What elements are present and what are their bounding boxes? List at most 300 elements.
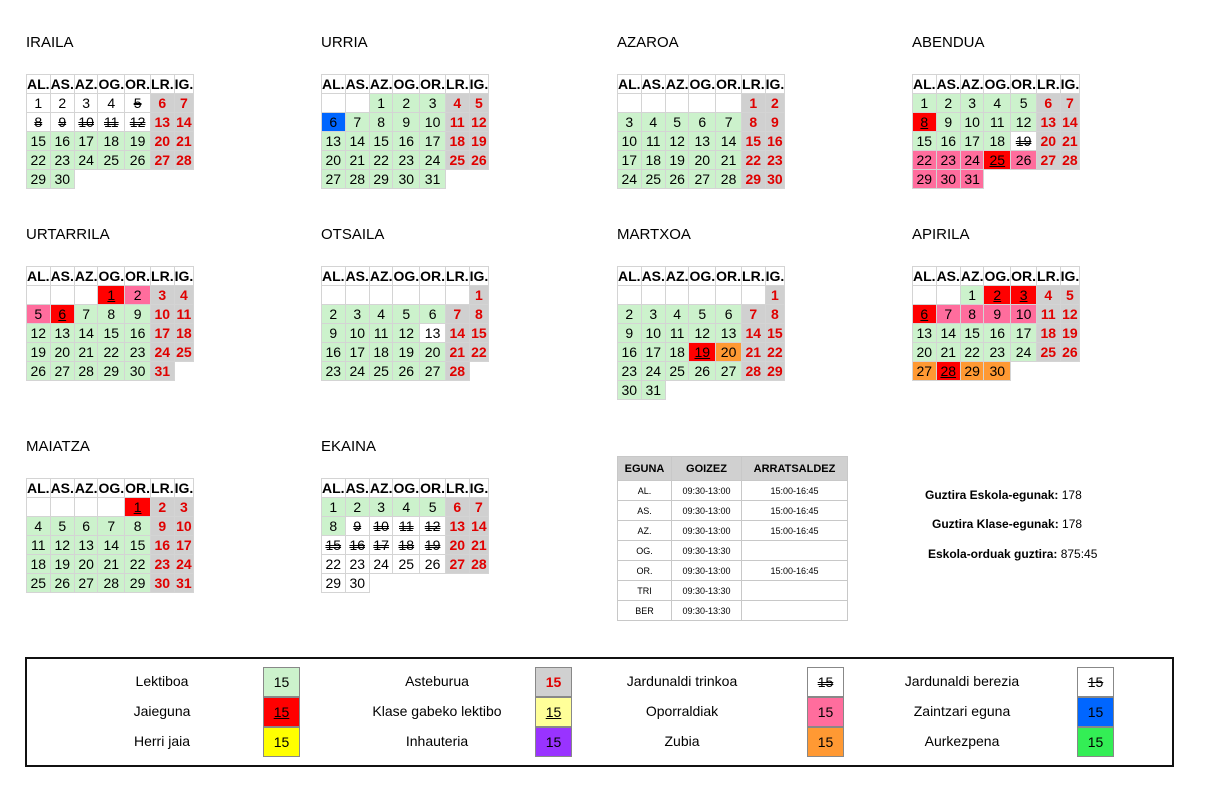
day-cell: 13	[420, 324, 446, 343]
day-cell: 11	[27, 536, 51, 555]
day-cell: 22	[742, 151, 766, 170]
day-cell: 11	[1037, 305, 1061, 324]
weekday-header: AS.	[641, 76, 665, 92]
day-cell: 1	[742, 94, 766, 113]
empty-cell	[98, 170, 125, 189]
day-cell: 29	[913, 170, 937, 189]
day-cell: 3	[369, 498, 393, 517]
day-cell: 26	[420, 555, 446, 574]
day-cell: 28	[74, 362, 98, 381]
day-cell: 2	[50, 94, 74, 113]
calendar-grid	[912, 266, 1080, 381]
schedule-cell: TRI	[618, 581, 672, 601]
day-cell: 12	[420, 517, 446, 536]
day-cell: 13	[689, 132, 716, 151]
weekday-header: LR.	[151, 480, 174, 496]
day-cell: 3	[151, 286, 175, 305]
day-cell: 21	[469, 536, 489, 555]
day-cell: 16	[50, 132, 74, 151]
day-cell: 7	[936, 305, 960, 324]
day-cell: 1	[98, 286, 125, 305]
day-cell: 6	[50, 305, 74, 324]
day-cell: 2	[765, 94, 785, 113]
day-cell: 14	[74, 324, 98, 343]
day-cell: 22	[765, 343, 785, 362]
day-cell: 3	[1011, 286, 1037, 305]
empty-cell	[1060, 170, 1080, 189]
day-cell	[716, 286, 742, 305]
day-cell: 7	[446, 305, 470, 324]
month-title: AZAROA	[617, 34, 679, 51]
weekday-header: OR.	[125, 480, 151, 496]
day-cell: 21	[174, 132, 194, 151]
day-cell: 28	[174, 151, 194, 170]
day-cell: 25	[369, 362, 393, 381]
day-cell: 24	[960, 151, 984, 170]
day-cell: 23	[765, 151, 785, 170]
day-cell: 27	[74, 574, 98, 593]
day-cell: 29	[27, 170, 51, 189]
day-cell: 4	[641, 113, 665, 132]
weekday-header: LR.	[446, 268, 469, 284]
day-cell: 19	[689, 343, 716, 362]
day-cell: 25	[98, 151, 125, 170]
day-cell: 31	[174, 574, 194, 593]
day-cell: 26	[125, 151, 151, 170]
legend-swatch: 15	[807, 667, 844, 697]
day-cell: 9	[765, 113, 785, 132]
day-cell: 6	[420, 305, 446, 324]
day-cell: 20	[689, 151, 716, 170]
day-cell: 27	[50, 362, 74, 381]
weekday-header: AL.	[27, 480, 50, 496]
day-cell: 11	[446, 113, 470, 132]
day-cell: 1	[469, 286, 489, 305]
day-cell	[322, 286, 346, 305]
day-cell: 11	[393, 517, 420, 536]
day-cell	[665, 286, 689, 305]
day-cell: 3	[174, 498, 194, 517]
day-cell: 10	[1011, 305, 1037, 324]
weekday-header: AS.	[345, 268, 369, 284]
day-cell: 24	[74, 151, 98, 170]
month-title: MAIATZA	[26, 438, 90, 455]
day-cell: 25	[984, 151, 1011, 170]
legend-label: Zaintzari eguna	[913, 703, 1011, 719]
day-cell: 17	[420, 132, 446, 151]
day-cell: 4	[98, 94, 125, 113]
weekday-header: IG.	[174, 268, 194, 284]
day-cell	[936, 286, 960, 305]
schedule-cell: AS.	[618, 501, 672, 521]
day-cell: 4	[446, 94, 470, 113]
day-cell: 26	[1060, 343, 1080, 362]
day-cell: 22	[322, 555, 346, 574]
day-cell: 31	[151, 362, 175, 381]
weekday-header: AZ.	[74, 76, 98, 92]
schedule-cell: 15:00-16:45	[742, 521, 848, 541]
day-cell: 20	[151, 132, 175, 151]
day-cell: 4	[984, 94, 1011, 113]
day-cell	[618, 286, 642, 305]
day-cell: 2	[151, 498, 175, 517]
day-cell: 4	[665, 305, 689, 324]
weekday-header: AL.	[913, 268, 936, 284]
legend-swatch: 15	[1077, 667, 1114, 697]
weekday-header: AL.	[322, 268, 345, 284]
day-cell: 24	[1011, 343, 1037, 362]
day-cell: 26	[50, 574, 74, 593]
weekday-header: AZ.	[665, 76, 689, 92]
day-cell: 6	[913, 305, 937, 324]
day-cell: 7	[742, 305, 766, 324]
schedule-table	[617, 456, 848, 621]
day-cell	[618, 94, 642, 113]
day-cell: 18	[98, 132, 125, 151]
weekday-header: LR.	[742, 76, 765, 92]
weekday-header: AZ.	[369, 480, 393, 496]
empty-cell	[984, 170, 1011, 189]
day-cell: 8	[369, 113, 393, 132]
day-cell: 17	[618, 151, 642, 170]
day-cell: 5	[50, 517, 74, 536]
day-cell: 15	[765, 324, 785, 343]
day-cell: 26	[689, 362, 716, 381]
weekday-header: AZ.	[960, 76, 984, 92]
day-cell: 18	[446, 132, 470, 151]
day-cell	[50, 498, 74, 517]
weekday-header: AS.	[345, 76, 369, 92]
day-cell: 8	[322, 517, 346, 536]
legend-swatch: 15	[263, 667, 300, 697]
empty-cell	[765, 381, 785, 400]
day-cell: 8	[469, 305, 489, 324]
day-cell: 22	[98, 343, 125, 362]
schedule-cell: 15:00-16:45	[742, 481, 848, 501]
day-cell	[420, 286, 446, 305]
day-cell: 4	[27, 517, 51, 536]
schedule-row	[618, 581, 848, 601]
day-cell: 11	[665, 324, 689, 343]
schedule-header: ARRATSALDEZ	[742, 457, 848, 481]
day-cell: 25	[446, 151, 470, 170]
stat-value: 178	[1061, 488, 1082, 502]
stat-label: Guztira Klase-egunak:	[932, 517, 1059, 531]
weekday-header: OG.	[393, 76, 420, 92]
day-cell: 22	[469, 343, 489, 362]
day-cell: 29	[765, 362, 785, 381]
calendar-grid	[26, 74, 194, 189]
day-cell: 29	[369, 170, 393, 189]
legend-label: Zubia	[664, 733, 700, 749]
day-cell: 3	[74, 94, 98, 113]
weekday-header: LR.	[446, 76, 469, 92]
day-cell: 1	[322, 498, 346, 517]
calendar-grid	[912, 74, 1080, 189]
day-cell: 7	[174, 94, 194, 113]
day-cell: 6	[74, 517, 98, 536]
day-cell: 12	[393, 324, 420, 343]
day-cell	[27, 286, 51, 305]
day-cell: 20	[322, 151, 346, 170]
weekday-header: OG.	[984, 268, 1011, 284]
day-cell: 22	[27, 151, 51, 170]
day-cell: 23	[618, 362, 642, 381]
weekday-header: OR.	[716, 268, 742, 284]
day-cell: 9	[50, 113, 74, 132]
weekday-header: IG.	[469, 268, 489, 284]
weekday-header: OR.	[420, 76, 446, 92]
day-cell: 26	[393, 362, 420, 381]
day-cell: 24	[174, 555, 194, 574]
day-cell: 18	[641, 151, 665, 170]
schedule-cell: 09:30-13:00	[672, 501, 742, 521]
day-cell	[446, 286, 470, 305]
empty-cell	[1011, 170, 1037, 189]
day-cell: 26	[1011, 151, 1037, 170]
day-cell: 26	[665, 170, 689, 189]
day-cell: 14	[716, 132, 742, 151]
day-cell: 28	[716, 170, 742, 189]
legend	[25, 657, 1174, 767]
day-cell: 27	[1037, 151, 1061, 170]
day-cell: 23	[50, 151, 74, 170]
day-cell: 5	[665, 113, 689, 132]
day-cell: 30	[125, 362, 151, 381]
schedule-cell: 09:30-13:30	[672, 601, 742, 621]
day-cell: 12	[469, 113, 489, 132]
day-cell: 30	[618, 381, 642, 400]
month-title: OTSAILA	[321, 226, 385, 243]
day-cell: 13	[446, 517, 470, 536]
day-cell: 13	[913, 324, 937, 343]
day-cell: 17	[174, 536, 194, 555]
day-cell: 16	[151, 536, 175, 555]
day-cell: 19	[1011, 132, 1037, 151]
day-cell: 23	[345, 555, 369, 574]
day-cell: 30	[984, 362, 1011, 381]
schedule-cell: 15:00-16:45	[742, 501, 848, 521]
day-cell: 31	[420, 170, 446, 189]
day-cell: 15	[98, 324, 125, 343]
legend-swatch: 15	[535, 727, 572, 757]
schedule-header: EGUNA	[618, 457, 672, 481]
empty-cell	[420, 574, 446, 593]
weekday-header: AL.	[618, 76, 641, 92]
calendar-grid	[617, 74, 785, 189]
empty-cell	[665, 381, 689, 400]
weekday-header: AL.	[322, 480, 345, 496]
weekday-header: AS.	[50, 480, 74, 496]
weekday-header: LR.	[151, 268, 174, 284]
schedule-row	[618, 481, 848, 501]
weekday-header: OG.	[984, 76, 1011, 92]
empty-cell	[174, 170, 194, 189]
day-cell: 12	[665, 132, 689, 151]
day-cell: 21	[716, 151, 742, 170]
day-cell: 20	[446, 536, 470, 555]
day-cell: 6	[716, 305, 742, 324]
calendar-grid	[321, 478, 489, 593]
day-cell: 23	[151, 555, 175, 574]
day-cell: 15	[27, 132, 51, 151]
day-cell: 15	[913, 132, 937, 151]
weekday-header: AZ.	[960, 268, 984, 284]
month-title: APIRILA	[912, 226, 970, 243]
day-cell: 25	[174, 343, 194, 362]
weekday-header: OR.	[125, 268, 151, 284]
weekday-header: LR.	[446, 480, 469, 496]
day-cell: 2	[345, 498, 369, 517]
empty-cell	[151, 170, 175, 189]
day-cell: 24	[420, 151, 446, 170]
day-cell: 27	[420, 362, 446, 381]
day-cell: 12	[50, 536, 74, 555]
schedule-cell: 09:30-13:00	[672, 481, 742, 501]
stat-label: Eskola-orduak guztira:	[928, 547, 1058, 561]
day-cell: 28	[936, 362, 960, 381]
day-cell	[641, 94, 665, 113]
empty-cell	[689, 381, 716, 400]
weekday-header: IG.	[1060, 76, 1080, 92]
day-cell	[322, 94, 346, 113]
day-cell: 28	[1060, 151, 1080, 170]
legend-swatch: 15	[807, 727, 844, 757]
stat-school-days	[925, 488, 1082, 502]
weekday-header: IG.	[174, 76, 194, 92]
weekday-header: OG.	[393, 268, 420, 284]
calendar-grid	[26, 478, 194, 593]
weekday-header: OR.	[716, 76, 742, 92]
day-cell: 6	[322, 113, 346, 132]
weekday-header: AL.	[27, 76, 50, 92]
weekday-header: AZ.	[74, 480, 98, 496]
day-cell: 26	[27, 362, 51, 381]
schedule-cell: 09:30-13:00	[672, 561, 742, 581]
weekday-header: AZ.	[369, 76, 393, 92]
day-cell: 5	[27, 305, 51, 324]
day-cell: 16	[322, 343, 346, 362]
empty-cell	[469, 362, 489, 381]
day-cell: 25	[393, 555, 420, 574]
day-cell: 30	[936, 170, 960, 189]
day-cell: 24	[369, 555, 393, 574]
day-cell: 20	[913, 343, 937, 362]
day-cell: 19	[1060, 324, 1080, 343]
day-cell: 1	[27, 94, 51, 113]
day-cell: 24	[641, 362, 665, 381]
schedule-cell: AL.	[618, 481, 672, 501]
day-cell: 16	[345, 536, 369, 555]
day-cell: 9	[345, 517, 369, 536]
day-cell: 24	[345, 362, 369, 381]
day-cell: 10	[641, 324, 665, 343]
legend-swatch: 15	[1077, 727, 1114, 757]
day-cell: 15	[322, 536, 346, 555]
day-cell: 11	[641, 132, 665, 151]
legend-label: Herri jaia	[133, 733, 190, 749]
legend-label: Asteburua	[405, 673, 469, 689]
schedule-cell	[742, 541, 848, 561]
day-cell: 17	[369, 536, 393, 555]
weekday-header: OR.	[1011, 76, 1037, 92]
day-cell: 14	[1060, 113, 1080, 132]
day-cell: 19	[125, 132, 151, 151]
day-cell: 17	[151, 324, 175, 343]
day-cell: 22	[960, 343, 984, 362]
day-cell: 16	[984, 324, 1011, 343]
day-cell: 30	[151, 574, 175, 593]
day-cell: 5	[125, 94, 151, 113]
month-title: ABENDUA	[912, 34, 985, 51]
day-cell: 23	[393, 151, 420, 170]
schedule-cell: 09:30-13:30	[672, 541, 742, 561]
calendar-grid	[321, 266, 489, 381]
day-cell: 30	[393, 170, 420, 189]
day-cell: 24	[618, 170, 642, 189]
day-cell: 7	[98, 517, 125, 536]
day-cell: 17	[641, 343, 665, 362]
weekday-header: IG.	[469, 480, 489, 496]
day-cell: 20	[50, 343, 74, 362]
day-cell: 14	[469, 517, 489, 536]
day-cell: 16	[936, 132, 960, 151]
weekday-header: AZ.	[74, 268, 98, 284]
legend-label: Jardunaldi berezia	[904, 673, 1020, 689]
day-cell: 9	[393, 113, 420, 132]
weekday-header: AS.	[345, 480, 369, 496]
day-cell: 29	[322, 574, 346, 593]
day-cell: 15	[742, 132, 766, 151]
calendar-grid	[26, 266, 194, 381]
day-cell: 23	[322, 362, 346, 381]
day-cell: 7	[716, 113, 742, 132]
schedule-cell: BER	[618, 601, 672, 621]
legend-swatch: 15	[535, 667, 572, 697]
day-cell: 21	[446, 343, 470, 362]
empty-cell	[469, 574, 489, 593]
day-cell: 8	[960, 305, 984, 324]
legend-swatch: 15	[263, 697, 300, 727]
day-cell: 20	[1037, 132, 1061, 151]
day-cell	[74, 286, 98, 305]
day-cell: 14	[936, 324, 960, 343]
empty-cell	[1060, 362, 1080, 381]
weekday-header: AZ.	[665, 268, 689, 284]
day-cell	[74, 498, 98, 517]
day-cell: 22	[369, 151, 393, 170]
day-cell: 14	[98, 536, 125, 555]
day-cell: 19	[27, 343, 51, 362]
legend-swatch: 15	[263, 727, 300, 757]
day-cell: 11	[174, 305, 194, 324]
day-cell: 6	[1037, 94, 1061, 113]
day-cell: 2	[393, 94, 420, 113]
day-cell: 10	[74, 113, 98, 132]
day-cell: 2	[984, 286, 1011, 305]
day-cell: 3	[345, 305, 369, 324]
day-cell: 21	[742, 343, 766, 362]
day-cell: 15	[125, 536, 151, 555]
day-cell: 30	[50, 170, 74, 189]
day-cell: 3	[641, 305, 665, 324]
day-cell: 21	[345, 151, 369, 170]
weekday-header: IG.	[765, 268, 785, 284]
day-cell: 28	[98, 574, 125, 593]
empty-cell	[174, 362, 194, 381]
day-cell: 9	[984, 305, 1011, 324]
day-cell: 14	[345, 132, 369, 151]
